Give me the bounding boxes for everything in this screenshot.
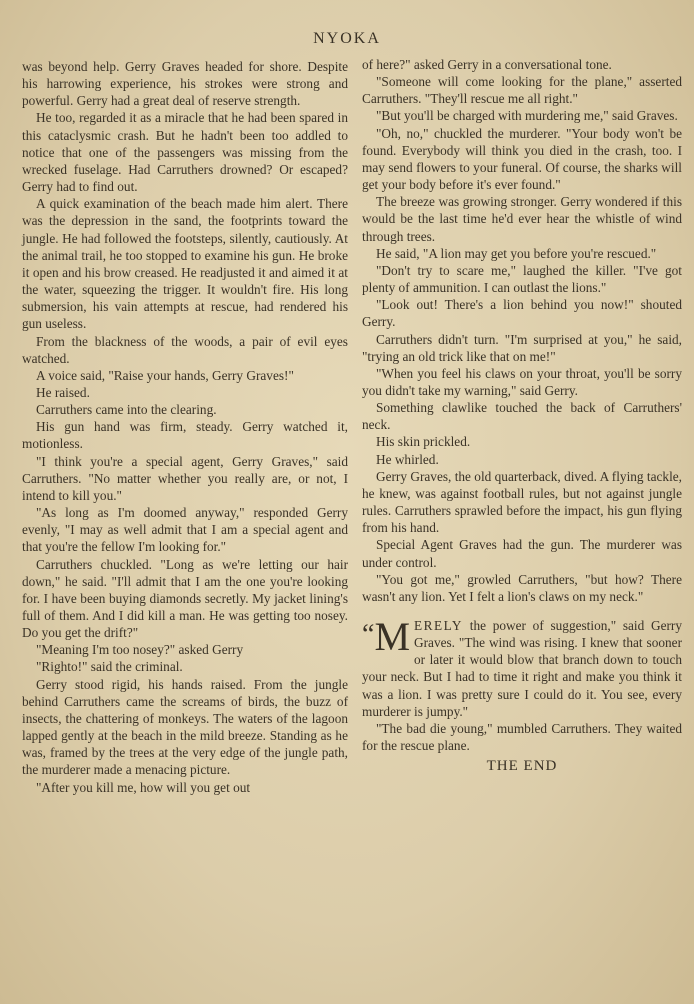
paragraph: Something clawlike touched the back of Carruthers' neck.: [362, 400, 682, 433]
paragraph: "The bad die young," mumbled Carruthers. They waited for the rescue plane.: [362, 720, 682, 754]
final-section-paragraph: [362, 614, 682, 720]
paragraph: Gerry Graves, the old quarterback, dived. A flying tackle, he knew, was against football rules, but not against jungle rules. Carruthers sprawled before the impact, his gun flying from his hand.: [362, 468, 682, 536]
paragraph: "You got me," growled Carruthers, "but how? There wasn't any lion. Yet I felt a lion's claws on my neck.": [362, 571, 682, 604]
paragraph: A quick examination of the beach made him alert. There was the depression in the sand, the footprints toward the jungle. He had followed the footsteps, silently, cautiously. At the animal trail, he too stopped to examine his gun. He broke it open and his brow creased. He readjusted it and aimed it at the water, squeezing the trigger. It wouldn't fire. His long submersion, his vain attempts at rescue, had rendered his gun useless.: [22, 196, 348, 332]
paragraph: He said, "A lion may get you before you're rescued.": [376, 245, 657, 261]
paragraph: "When you feel his claws on your throat, you'll be sorry you didn't take my warning," said Gerry.: [362, 365, 682, 398]
left-column: [22, 58, 348, 796]
paragraph: was beyond help. Gerry Graves headed for shore. Despite his harrowing experience, his strokes were strong and powerful. Gerry had a great deal of reserve strength.: [22, 59, 348, 109]
paragraph: He whirled.: [376, 451, 439, 467]
paragraph: He too, regarded it as a miracle that he had been spared in this cataclysmic crash. But he hadn't been too addled to notice that one of the passengers was missing from the wrecked fuselage. Had Carruthers drowned? Or escaped? Gerry had to find out.: [22, 110, 348, 195]
running-header: NYOKA: [313, 30, 381, 47]
paragraph: Carruthers chuckled. "Long as we're letting our hair down," he said. "I'll admit that I am the one you're looking for. I have been buying diamonds secretly. My jacket lining's full of them. And I did kill a man. He was getting too nosey. Do you get the drift?": [22, 556, 348, 641]
paragraph: He raised.: [36, 384, 90, 400]
paragraph: The breeze was growing stronger. Gerry wondered if this would be the last time he'd ever hear the whistle of wind through trees.: [362, 194, 682, 244]
drop-cap: M: [374, 614, 411, 659]
paragraph: A voice said, "Raise your hands, Gerry Graves!": [36, 367, 294, 383]
open-quote-ornament: “: [362, 619, 375, 650]
paragraph: "After you kill me, how will you get out: [36, 779, 251, 795]
paragraph: "Meaning I'm too nosey?" asked Gerry: [36, 642, 244, 658]
paragraph: "Someone will come looking for the plane," asserted Carruthers. "They'll rescue me all right.": [362, 74, 682, 107]
paragraph: Carruthers didn't turn. "I'm surprised at you," he said, "trying an old trick like that on me!": [362, 331, 682, 364]
paragraph: Carruthers came into the clearing.: [36, 402, 217, 418]
paragraph: "But you'll be charged with murdering me," said Graves.: [376, 108, 678, 124]
paragraph: of here?" asked Gerry in a conversational tone.: [362, 57, 612, 72]
paragraph: His skin prickled.: [376, 434, 471, 450]
paragraph: "I think you're a special agent, Gerry Graves," said Carruthers. "No matter whether you really are, or not, I intend to kill you.": [22, 453, 348, 503]
paragraph: "Look out! There's a lion behind you now!" shouted Gerry.: [362, 297, 682, 330]
section-gap: [362, 605, 682, 617]
paragraph: Special Agent Graves had the gun. The murderer was under control.: [362, 537, 682, 570]
paragraph: "Oh, no," chuckled the murderer. "Your body won't be found. Everybody will think you died in the crash, too. I may send flowers to your funeral. Of course, the sharks will get your body before it's ever found.": [362, 125, 682, 193]
paragraph: "Righto!" said the criminal.: [36, 659, 183, 675]
right-column: [362, 56, 682, 775]
paragraph: From the blackness of the woods, a pair of evil eyes watched.: [22, 333, 348, 366]
paragraph: "As long as I'm doomed anyway," responded Gerry evenly, "I may as well admit that I am a special agent and that you're the fellow I'm looking for.": [22, 505, 348, 555]
final-section-text: the power of suggestion," said Gerry Graves. "The wind was rising. I knew that sooner or later it would blow that branch down to touch your neck. But I had to time it right and make you think it was a lion. I was pretty sure I could do it. You see, every murderer is jumpy.": [362, 618, 682, 719]
paragraph: "Don't try to scare me," laughed the killer. "I've got plenty of ammunition. I can outlast the lions.": [362, 262, 682, 296]
the-end-label: THE END: [486, 758, 558, 775]
small-caps-lead: ERELY: [414, 618, 464, 633]
paragraph: Gerry stood rigid, his hands raised. From the jungle behind Carruthers came the screams of birds, the buzz of insects, the chattering of monkeys. The waters of the lagoon lapped gently at the beach in the mild breeze. Standing as he was, framed by the trees at the very edge of the jungle path, the murderer made a menacing picture.: [22, 676, 348, 778]
paragraph: His gun hand was firm, steady. Gerry watched it, motionless.: [22, 419, 348, 452]
